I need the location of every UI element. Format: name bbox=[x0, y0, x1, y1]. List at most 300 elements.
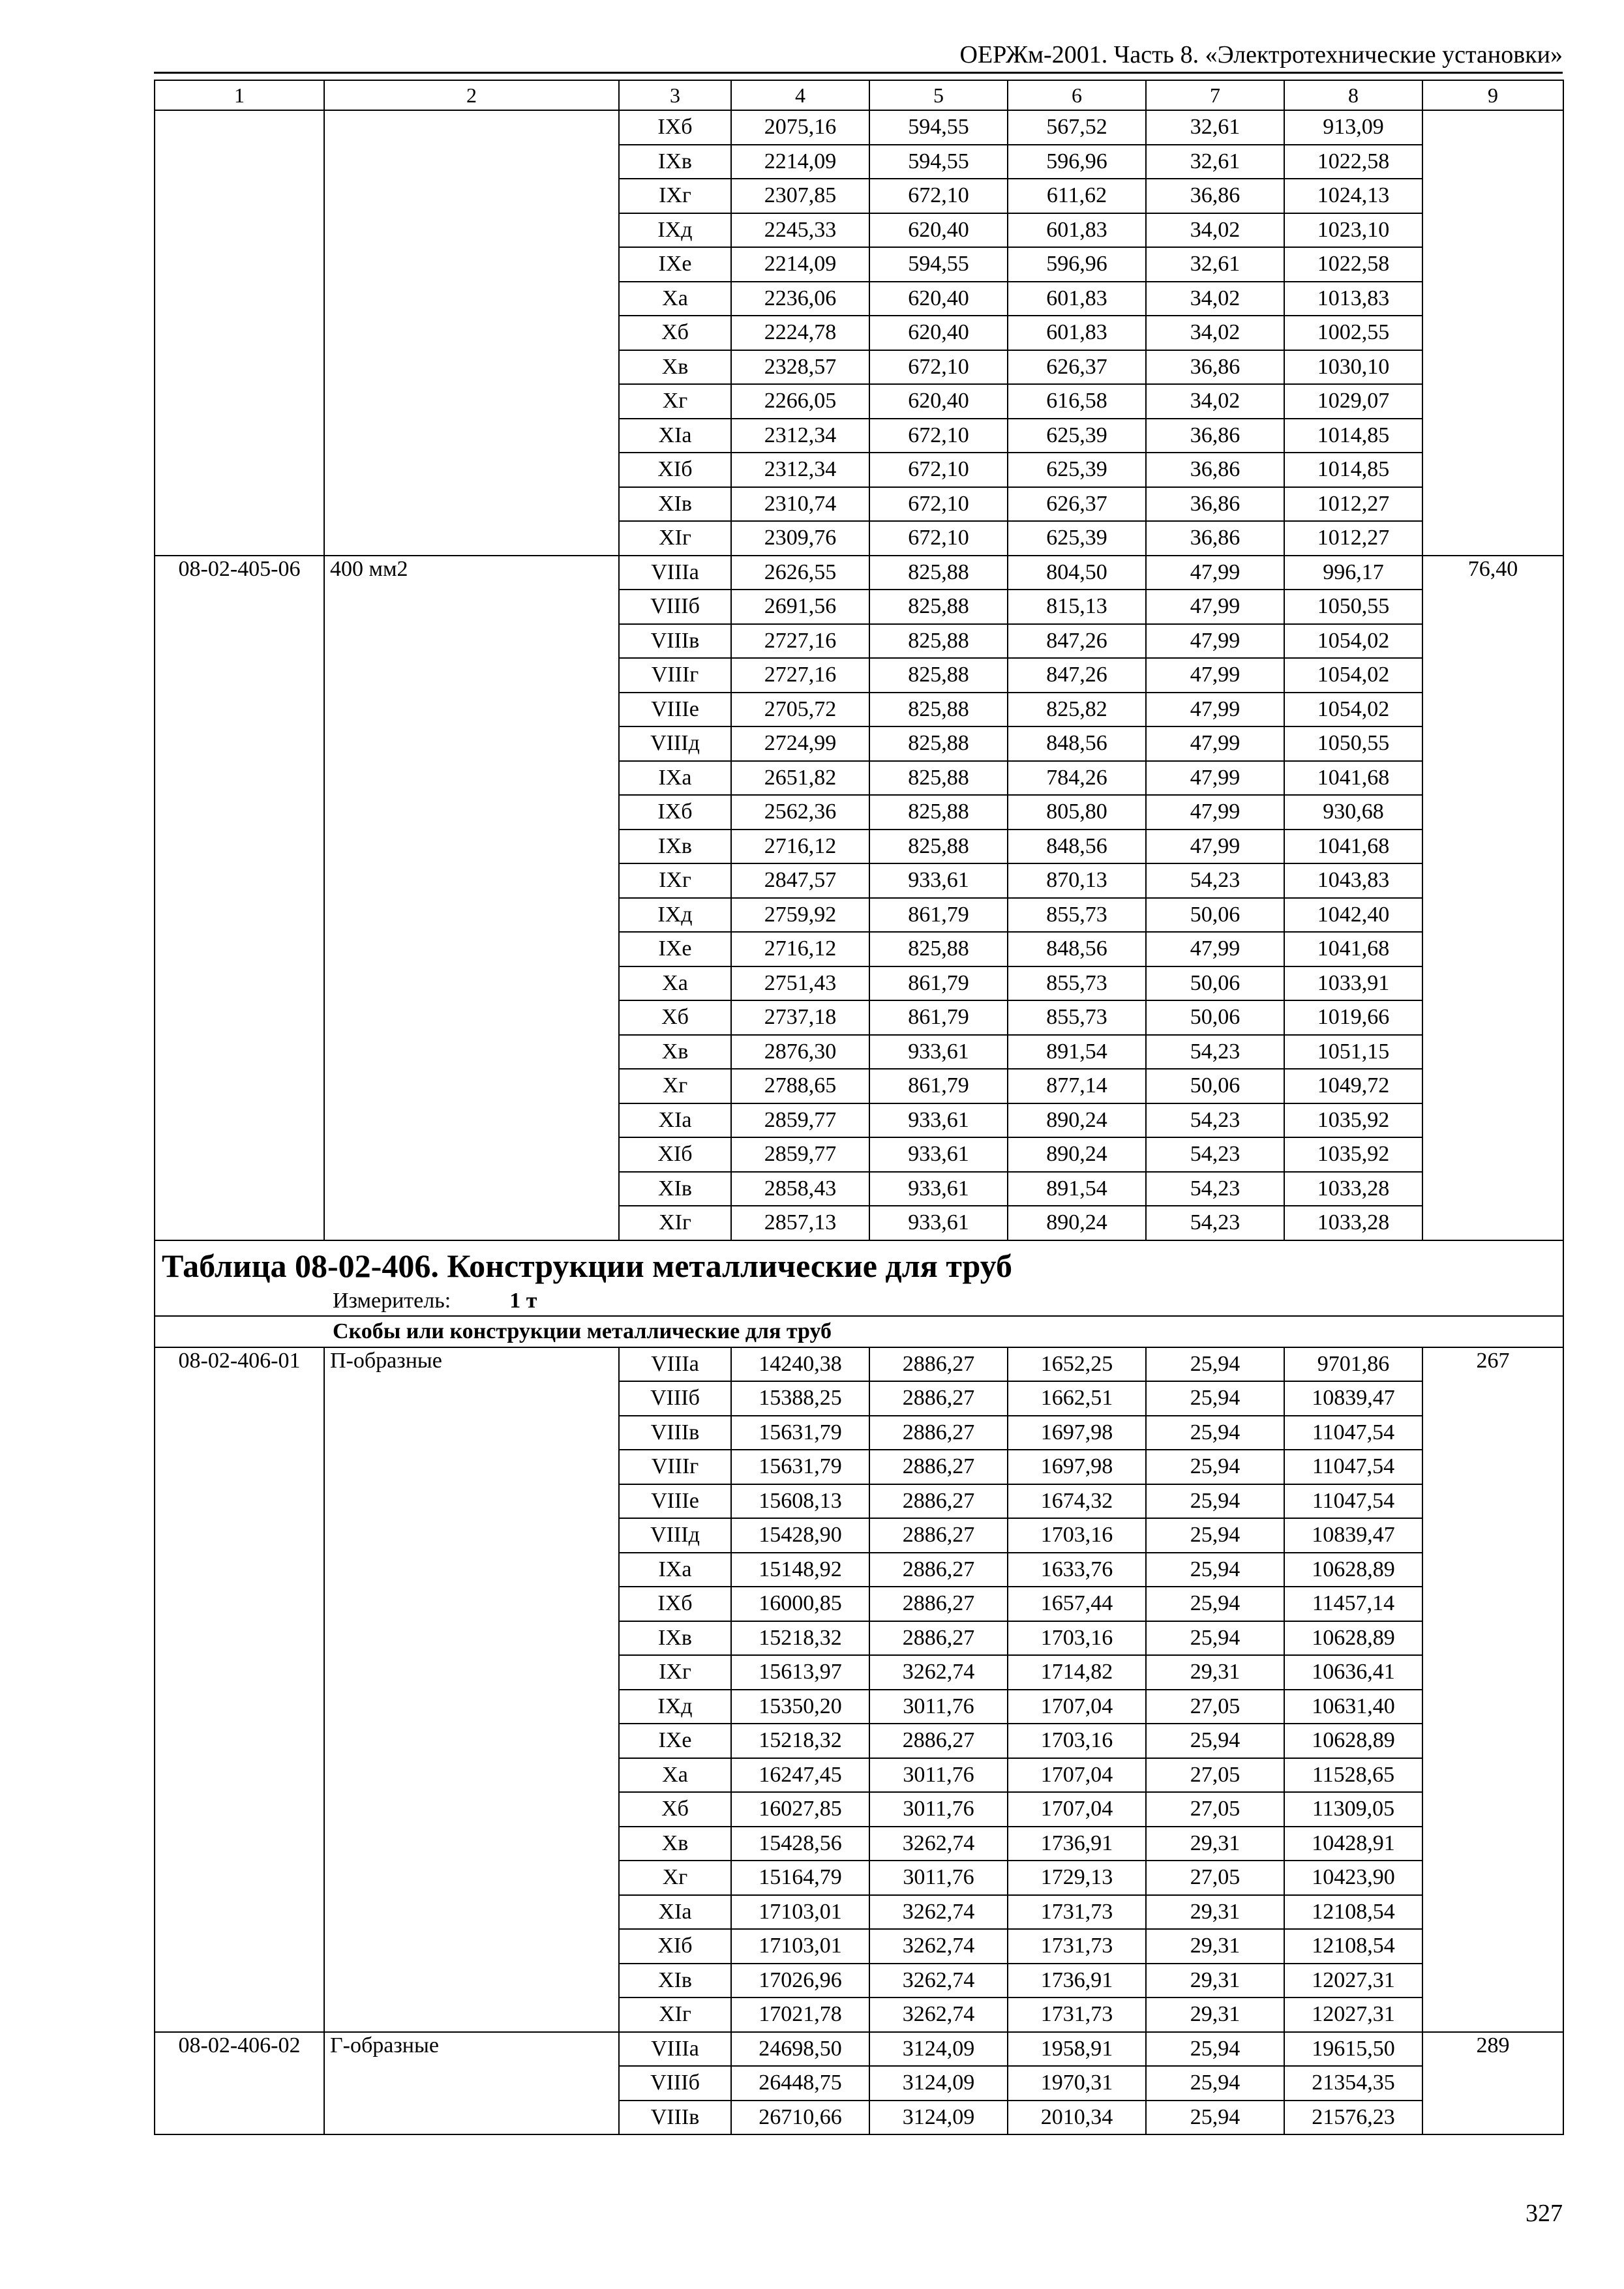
table-row bbox=[155, 1827, 1563, 1861]
value-cell: 620,40 bbox=[869, 282, 1008, 316]
value-cell: IXв bbox=[619, 1621, 731, 1656]
code-cell bbox=[155, 1792, 324, 1827]
value-cell: 804,50 bbox=[1008, 556, 1146, 590]
column-number: 9 bbox=[1422, 80, 1563, 110]
last-cell bbox=[1422, 898, 1563, 933]
code-cell bbox=[155, 932, 324, 966]
value-cell: 2876,30 bbox=[731, 1035, 869, 1070]
value-cell: 620,40 bbox=[869, 213, 1008, 248]
column-number: 8 bbox=[1284, 80, 1422, 110]
value-cell: 2309,76 bbox=[731, 521, 869, 556]
code-cell: 08-02-406-01 bbox=[155, 1347, 324, 1382]
value-cell: 25,94 bbox=[1146, 1518, 1284, 1553]
value-cell: 14240,38 bbox=[731, 1347, 869, 1382]
table-row bbox=[155, 1655, 1563, 1690]
value-cell: 825,88 bbox=[869, 795, 1008, 830]
value-cell: 2626,55 bbox=[731, 556, 869, 590]
value-cell: 1041,68 bbox=[1284, 830, 1422, 864]
name-cell bbox=[324, 1035, 619, 1070]
value-cell: 2010,34 bbox=[1008, 2101, 1146, 2135]
value-cell: 625,39 bbox=[1008, 419, 1146, 453]
value-cell: 1014,85 bbox=[1284, 419, 1422, 453]
value-cell: IXб bbox=[619, 795, 731, 830]
table-row bbox=[155, 658, 1563, 693]
value-cell: 1043,83 bbox=[1284, 863, 1422, 898]
table-row bbox=[155, 863, 1563, 898]
value-cell: 17103,01 bbox=[731, 1929, 869, 1964]
last-cell bbox=[1422, 726, 1563, 761]
table-row bbox=[155, 1137, 1563, 1172]
last-cell bbox=[1422, 1655, 1563, 1690]
name-cell bbox=[324, 213, 619, 248]
value-cell: XIг bbox=[619, 521, 731, 556]
value-cell: VIIIв bbox=[619, 1416, 731, 1450]
value-cell: 815,13 bbox=[1008, 590, 1146, 624]
value-cell: 870,13 bbox=[1008, 863, 1146, 898]
code-cell bbox=[155, 1861, 324, 1895]
name-cell bbox=[324, 1381, 619, 1416]
code-cell bbox=[155, 898, 324, 933]
value-cell: 11528,65 bbox=[1284, 1758, 1422, 1793]
last-cell bbox=[1422, 213, 1563, 248]
column-number: 1 bbox=[155, 80, 324, 110]
value-cell: 825,88 bbox=[869, 693, 1008, 727]
column-number: 2 bbox=[324, 80, 619, 110]
last-cell bbox=[1422, 1587, 1563, 1621]
column-number: 5 bbox=[869, 80, 1008, 110]
value-cell: 1014,85 bbox=[1284, 453, 1422, 487]
value-cell: 2886,27 bbox=[869, 1416, 1008, 1450]
value-cell: 10839,47 bbox=[1284, 1518, 1422, 1553]
value-cell: 1707,04 bbox=[1008, 1758, 1146, 1793]
table-row bbox=[155, 453, 1563, 487]
table-row bbox=[155, 1792, 1563, 1827]
name-cell bbox=[324, 624, 619, 659]
value-cell: XIв bbox=[619, 1172, 731, 1206]
value-cell: 15164,79 bbox=[731, 1861, 869, 1895]
table-row bbox=[155, 247, 1563, 282]
value-cell: 890,24 bbox=[1008, 1103, 1146, 1138]
value-cell: VIIIд bbox=[619, 726, 731, 761]
value-cell: 2886,27 bbox=[869, 1724, 1008, 1758]
table-row bbox=[155, 556, 1563, 590]
table-row bbox=[155, 726, 1563, 761]
last-cell: 267 bbox=[1422, 1347, 1563, 1382]
value-cell: 1657,44 bbox=[1008, 1587, 1146, 1621]
name-cell bbox=[324, 1518, 619, 1553]
value-cell: 1054,02 bbox=[1284, 693, 1422, 727]
code-cell bbox=[155, 350, 324, 385]
value-cell: 15428,90 bbox=[731, 1518, 869, 1553]
value-cell: 933,61 bbox=[869, 1172, 1008, 1206]
value-cell: 29,31 bbox=[1146, 1655, 1284, 1690]
value-cell: Xа bbox=[619, 966, 731, 1001]
value-cell: 596,96 bbox=[1008, 247, 1146, 282]
code-cell bbox=[155, 487, 324, 522]
column-number: 6 bbox=[1008, 80, 1146, 110]
value-cell: VIIIе bbox=[619, 693, 731, 727]
value-cell: XIг bbox=[619, 1206, 731, 1240]
value-cell: 17021,78 bbox=[731, 1997, 869, 2032]
value-cell: 848,56 bbox=[1008, 830, 1146, 864]
value-cell: 877,14 bbox=[1008, 1069, 1146, 1103]
value-cell: 3262,74 bbox=[869, 1929, 1008, 1964]
value-cell: 1054,02 bbox=[1284, 658, 1422, 693]
value-cell: 2886,27 bbox=[869, 1450, 1008, 1484]
value-cell: XIа bbox=[619, 1103, 731, 1138]
table-row bbox=[155, 932, 1563, 966]
value-cell: 15218,32 bbox=[731, 1621, 869, 1656]
name-cell bbox=[324, 1587, 619, 1621]
value-cell: 2236,06 bbox=[731, 282, 869, 316]
name-cell bbox=[324, 1172, 619, 1206]
last-cell bbox=[1422, 1484, 1563, 1519]
last-cell bbox=[1422, 693, 1563, 727]
value-cell: 620,40 bbox=[869, 316, 1008, 350]
value-cell: 21576,23 bbox=[1284, 2101, 1422, 2135]
value-cell: 616,58 bbox=[1008, 384, 1146, 419]
code-cell bbox=[155, 1518, 324, 1553]
value-cell: 29,31 bbox=[1146, 1929, 1284, 1964]
last-cell bbox=[1422, 316, 1563, 350]
value-cell: 2859,77 bbox=[731, 1137, 869, 1172]
value-cell: VIIIа bbox=[619, 2032, 731, 2067]
code-cell bbox=[155, 863, 324, 898]
last-cell bbox=[1422, 1518, 1563, 1553]
name-cell bbox=[324, 1724, 619, 1758]
value-cell: 50,06 bbox=[1146, 1000, 1284, 1035]
value-cell: 10428,91 bbox=[1284, 1827, 1422, 1861]
value-cell: 1652,25 bbox=[1008, 1347, 1146, 1382]
table-row bbox=[155, 693, 1563, 727]
name-cell bbox=[324, 487, 619, 522]
value-cell: 15388,25 bbox=[731, 1381, 869, 1416]
table-row bbox=[155, 795, 1563, 830]
last-cell bbox=[1422, 932, 1563, 966]
last-cell bbox=[1422, 487, 1563, 522]
value-cell: 3262,74 bbox=[869, 1997, 1008, 2032]
value-cell: 16027,85 bbox=[731, 1792, 869, 1827]
table-row bbox=[155, 1997, 1563, 2032]
last-cell bbox=[1422, 1035, 1563, 1070]
value-cell: Xв bbox=[619, 1827, 731, 1861]
value-cell: 10839,47 bbox=[1284, 1381, 1422, 1416]
value-cell: 29,31 bbox=[1146, 1827, 1284, 1861]
code-cell bbox=[155, 1000, 324, 1035]
value-cell: 2312,34 bbox=[731, 419, 869, 453]
value-cell: 601,83 bbox=[1008, 282, 1146, 316]
name-cell bbox=[324, 830, 619, 864]
code-cell bbox=[155, 658, 324, 693]
last-cell bbox=[1422, 590, 1563, 624]
table-row bbox=[155, 1347, 1563, 1382]
value-cell: 1033,28 bbox=[1284, 1206, 1422, 1240]
value-cell: 847,26 bbox=[1008, 624, 1146, 659]
last-cell: 289 bbox=[1422, 2032, 1563, 2067]
value-cell: IXе bbox=[619, 1724, 731, 1758]
value-cell: XIб bbox=[619, 453, 731, 487]
name-cell: 400 мм2 bbox=[324, 556, 619, 590]
code-cell bbox=[155, 624, 324, 659]
last-cell bbox=[1422, 350, 1563, 385]
last-cell bbox=[1422, 1069, 1563, 1103]
value-cell: IXд bbox=[619, 898, 731, 933]
last-cell bbox=[1422, 453, 1563, 487]
value-cell: 25,94 bbox=[1146, 1416, 1284, 1450]
value-cell: 50,06 bbox=[1146, 966, 1284, 1001]
value-cell: 25,94 bbox=[1146, 2066, 1284, 2101]
value-cell: 1703,16 bbox=[1008, 1621, 1146, 1656]
value-cell: 11047,54 bbox=[1284, 1416, 1422, 1450]
value-cell: 11047,54 bbox=[1284, 1450, 1422, 1484]
table-row bbox=[155, 1381, 1563, 1416]
value-cell: 890,24 bbox=[1008, 1206, 1146, 1240]
last-cell bbox=[1422, 1964, 1563, 1998]
value-cell: 36,86 bbox=[1146, 487, 1284, 522]
value-cell: 2245,33 bbox=[731, 213, 869, 248]
value-cell: IXг bbox=[619, 1655, 731, 1690]
last-cell bbox=[1422, 1827, 1563, 1861]
name-cell bbox=[324, 1553, 619, 1587]
value-cell: 672,10 bbox=[869, 521, 1008, 556]
value-cell: 29,31 bbox=[1146, 1964, 1284, 1998]
code-cell bbox=[155, 1137, 324, 1172]
value-cell: IXг bbox=[619, 179, 731, 213]
code-cell bbox=[155, 453, 324, 487]
value-cell: 2857,13 bbox=[731, 1206, 869, 1240]
value-cell: 2716,12 bbox=[731, 830, 869, 864]
value-cell: 16000,85 bbox=[731, 1587, 869, 1621]
code-cell bbox=[155, 384, 324, 419]
table-row bbox=[155, 1450, 1563, 1484]
value-cell: 2224,78 bbox=[731, 316, 869, 350]
value-cell: 3262,74 bbox=[869, 1827, 1008, 1861]
table-row bbox=[155, 487, 1563, 522]
value-cell: 601,83 bbox=[1008, 213, 1146, 248]
value-cell: 861,79 bbox=[869, 898, 1008, 933]
value-cell: 32,61 bbox=[1146, 110, 1284, 145]
value-cell: 1019,66 bbox=[1284, 1000, 1422, 1035]
value-cell: 11047,54 bbox=[1284, 1484, 1422, 1519]
table-row bbox=[155, 1416, 1563, 1450]
value-cell: 1707,04 bbox=[1008, 1792, 1146, 1827]
value-cell: 54,23 bbox=[1146, 1035, 1284, 1070]
value-cell: 26448,75 bbox=[731, 2066, 869, 2101]
last-cell bbox=[1422, 1929, 1563, 1964]
value-cell: 625,39 bbox=[1008, 453, 1146, 487]
value-cell: 855,73 bbox=[1008, 966, 1146, 1001]
last-cell bbox=[1422, 1690, 1563, 1724]
name-cell bbox=[324, 2066, 619, 2101]
table-title: Таблица 08-02-406. Конструкции металлические для труб bbox=[155, 1240, 1563, 1287]
name-cell bbox=[324, 1206, 619, 1240]
name-cell bbox=[324, 1929, 619, 1964]
last-cell bbox=[1422, 795, 1563, 830]
value-cell: 2705,72 bbox=[731, 693, 869, 727]
value-cell: 1035,92 bbox=[1284, 1103, 1422, 1138]
value-cell: 54,23 bbox=[1146, 1172, 1284, 1206]
value-cell: XIг bbox=[619, 1997, 731, 2032]
code-cell: 08-02-405-06 bbox=[155, 556, 324, 590]
code-cell bbox=[155, 1035, 324, 1070]
value-cell: Xб bbox=[619, 1792, 731, 1827]
last-cell bbox=[1422, 521, 1563, 556]
value-cell: 1022,58 bbox=[1284, 145, 1422, 179]
last-cell bbox=[1422, 1137, 1563, 1172]
value-cell: VIIIд bbox=[619, 1518, 731, 1553]
value-cell: VIIIг bbox=[619, 658, 731, 693]
name-cell bbox=[324, 1655, 619, 1690]
name-cell bbox=[324, 145, 619, 179]
value-cell: 10628,89 bbox=[1284, 1553, 1422, 1587]
value-cell: VIIIв bbox=[619, 624, 731, 659]
value-cell: 672,10 bbox=[869, 487, 1008, 522]
code-cell bbox=[155, 419, 324, 453]
value-cell: 27,05 bbox=[1146, 1792, 1284, 1827]
measure-label: Измеритель: bbox=[333, 1288, 451, 1313]
value-cell: 996,17 bbox=[1284, 556, 1422, 590]
value-cell: IXе bbox=[619, 932, 731, 966]
value-cell: 54,23 bbox=[1146, 863, 1284, 898]
code-cell bbox=[155, 1621, 324, 1656]
last-cell bbox=[1422, 419, 1563, 453]
value-cell: Xб bbox=[619, 1000, 731, 1035]
last-cell bbox=[1422, 1172, 1563, 1206]
value-cell: 3124,09 bbox=[869, 2066, 1008, 2101]
value-cell: 1049,72 bbox=[1284, 1069, 1422, 1103]
value-cell: 1697,98 bbox=[1008, 1450, 1146, 1484]
value-cell: 1041,68 bbox=[1284, 761, 1422, 796]
value-cell: 25,94 bbox=[1146, 1347, 1284, 1382]
last-cell bbox=[1422, 1621, 1563, 1656]
value-cell: Xг bbox=[619, 1861, 731, 1895]
value-cell: 2886,27 bbox=[869, 1621, 1008, 1656]
value-cell: 3011,76 bbox=[869, 1758, 1008, 1793]
value-cell: 2266,05 bbox=[731, 384, 869, 419]
value-cell: 36,86 bbox=[1146, 419, 1284, 453]
last-cell bbox=[1422, 145, 1563, 179]
code-cell bbox=[155, 1416, 324, 1450]
name-cell bbox=[324, 966, 619, 1001]
value-cell: 1033,91 bbox=[1284, 966, 1422, 1001]
value-cell: 825,88 bbox=[869, 761, 1008, 796]
value-cell: 2562,36 bbox=[731, 795, 869, 830]
value-cell: 25,94 bbox=[1146, 1450, 1284, 1484]
name-cell bbox=[324, 726, 619, 761]
value-cell: 1013,83 bbox=[1284, 282, 1422, 316]
value-cell: 21354,35 bbox=[1284, 2066, 1422, 2101]
section-row bbox=[155, 1316, 1563, 1347]
code-cell bbox=[155, 1450, 324, 1484]
table-row bbox=[155, 316, 1563, 350]
table-row bbox=[155, 1929, 1563, 1964]
value-cell: VIIIб bbox=[619, 2066, 731, 2101]
column-number: 7 bbox=[1146, 80, 1284, 110]
value-cell: 930,68 bbox=[1284, 795, 1422, 830]
value-cell: 25,94 bbox=[1146, 1724, 1284, 1758]
value-cell: 15350,20 bbox=[731, 1690, 869, 1724]
table-row bbox=[155, 213, 1563, 248]
value-cell: IXа bbox=[619, 1553, 731, 1587]
code-cell bbox=[155, 1827, 324, 1861]
value-cell: 27,05 bbox=[1146, 1690, 1284, 1724]
code-cell bbox=[155, 1103, 324, 1138]
value-cell: 27,05 bbox=[1146, 1758, 1284, 1793]
value-cell: 16247,45 bbox=[731, 1758, 869, 1793]
last-cell bbox=[1422, 247, 1563, 282]
value-cell: 25,94 bbox=[1146, 1484, 1284, 1519]
last-cell bbox=[1422, 1895, 1563, 1930]
last-cell bbox=[1422, 1758, 1563, 1793]
value-cell: 3011,76 bbox=[869, 1792, 1008, 1827]
value-cell: 1030,10 bbox=[1284, 350, 1422, 385]
measure-row bbox=[155, 1287, 1563, 1316]
value-cell: 27,05 bbox=[1146, 1861, 1284, 1895]
value-cell: 611,62 bbox=[1008, 179, 1146, 213]
value-cell: 1050,55 bbox=[1284, 590, 1422, 624]
code-cell bbox=[155, 1206, 324, 1240]
value-cell: 10636,41 bbox=[1284, 1655, 1422, 1690]
value-cell: 2886,27 bbox=[869, 1587, 1008, 1621]
value-cell: IXе bbox=[619, 247, 731, 282]
name-cell bbox=[324, 590, 619, 624]
value-cell: 2886,27 bbox=[869, 1484, 1008, 1519]
value-cell: 2847,57 bbox=[731, 863, 869, 898]
page-number: 327 bbox=[1526, 2200, 1563, 2227]
value-cell: 10423,90 bbox=[1284, 1861, 1422, 1895]
name-cell bbox=[324, 110, 619, 145]
name-cell bbox=[324, 761, 619, 796]
value-cell: 933,61 bbox=[869, 863, 1008, 898]
table-title-row bbox=[155, 1240, 1563, 1287]
code-cell bbox=[155, 316, 324, 350]
value-cell: 672,10 bbox=[869, 419, 1008, 453]
value-cell: 1703,16 bbox=[1008, 1724, 1146, 1758]
value-cell: 26710,66 bbox=[731, 2101, 869, 2135]
value-cell: 1736,91 bbox=[1008, 1827, 1146, 1861]
last-cell bbox=[1422, 658, 1563, 693]
value-cell: 2727,16 bbox=[731, 658, 869, 693]
last-cell bbox=[1422, 1000, 1563, 1035]
value-cell: 25,94 bbox=[1146, 1587, 1284, 1621]
table-row bbox=[155, 2066, 1563, 2101]
value-cell: 1042,40 bbox=[1284, 898, 1422, 933]
value-cell: 25,94 bbox=[1146, 2101, 1284, 2135]
value-cell: 12027,31 bbox=[1284, 1964, 1422, 1998]
value-cell: Xг bbox=[619, 1069, 731, 1103]
value-cell: 855,73 bbox=[1008, 898, 1146, 933]
value-cell: VIIIв bbox=[619, 2101, 731, 2135]
last-cell bbox=[1422, 966, 1563, 1001]
value-cell: 54,23 bbox=[1146, 1206, 1284, 1240]
table-row bbox=[155, 624, 1563, 659]
last-cell bbox=[1422, 761, 1563, 796]
value-cell: 3011,76 bbox=[869, 1690, 1008, 1724]
value-cell: IXб bbox=[619, 110, 731, 145]
value-cell: 2858,43 bbox=[731, 1172, 869, 1206]
value-cell: 1662,51 bbox=[1008, 1381, 1146, 1416]
value-cell: XIв bbox=[619, 487, 731, 522]
table-row bbox=[155, 110, 1563, 145]
value-cell: 1024,13 bbox=[1284, 179, 1422, 213]
value-cell: 933,61 bbox=[869, 1035, 1008, 1070]
value-cell: 32,61 bbox=[1146, 247, 1284, 282]
value-cell: 1033,28 bbox=[1284, 1172, 1422, 1206]
value-cell: 2886,27 bbox=[869, 1347, 1008, 1382]
table-row bbox=[155, 1518, 1563, 1553]
value-cell: 861,79 bbox=[869, 966, 1008, 1001]
value-cell: XIб bbox=[619, 1137, 731, 1172]
